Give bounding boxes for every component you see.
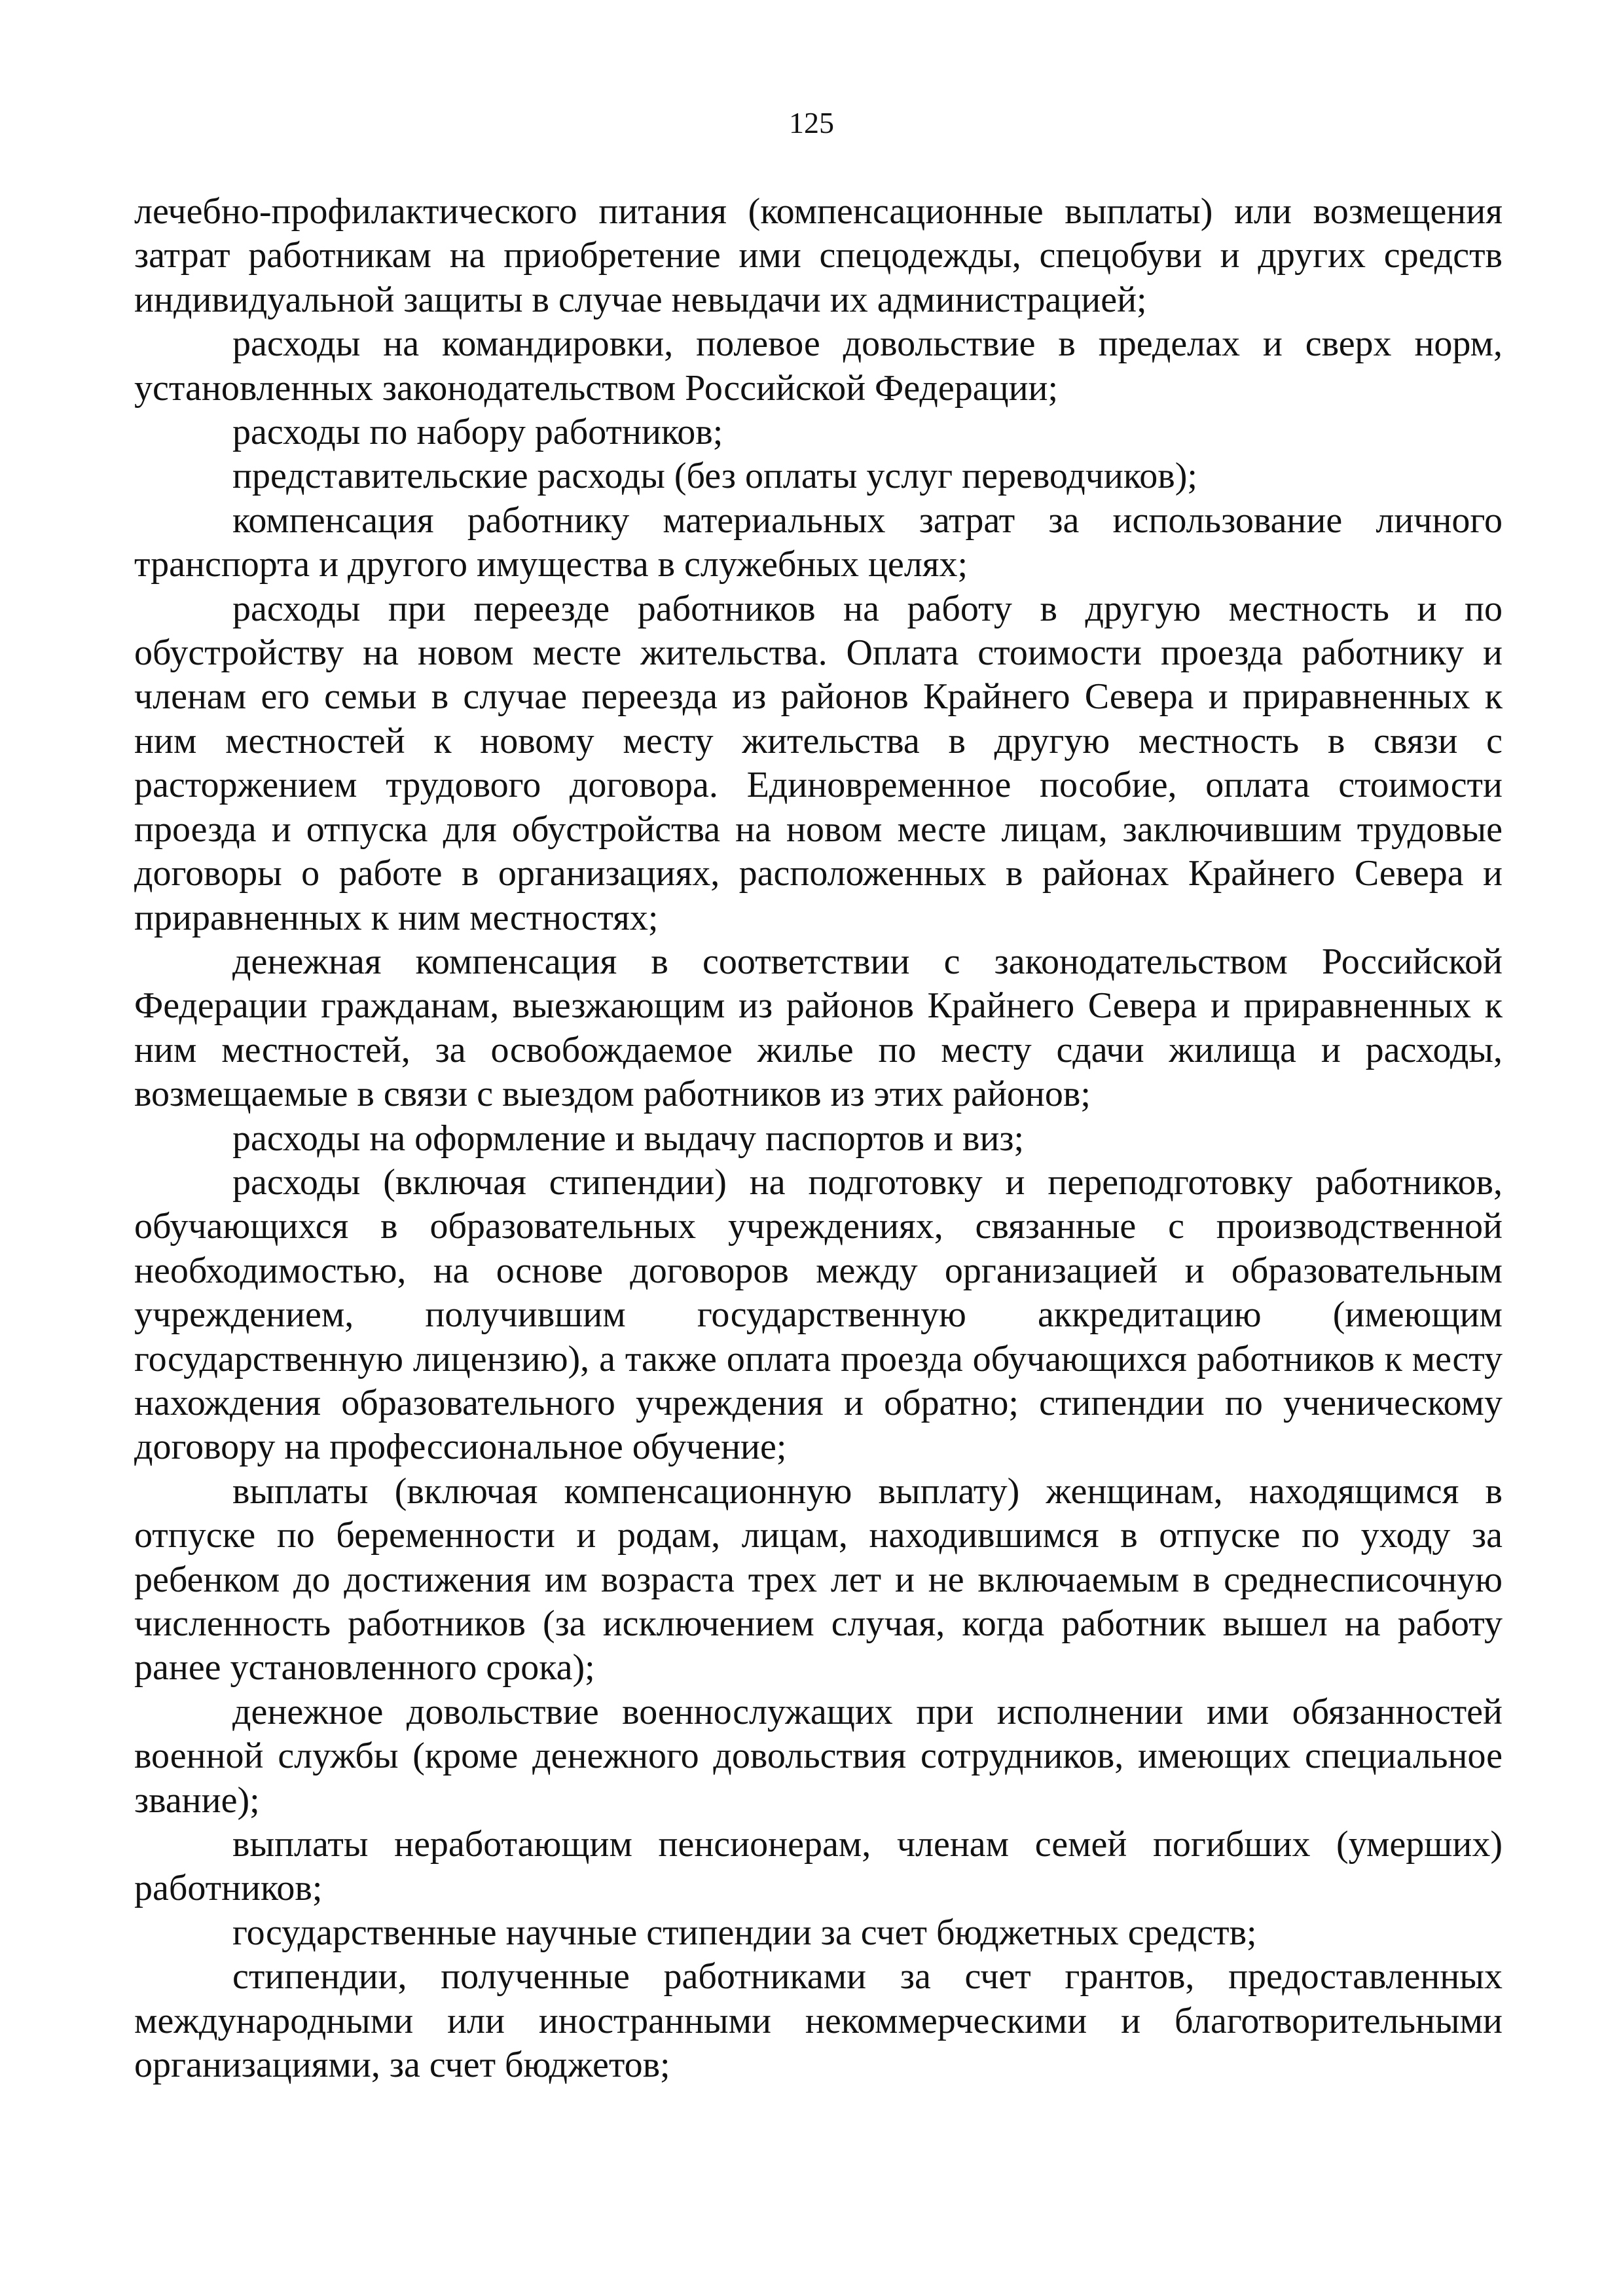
page-number: 125 [789,106,834,139]
paragraph: денежная компенсация в соответствии с законодательством Российской Федерации гражданам, выезжающим из районов Крайнего Севера и приравненных к ним местностей, за освобождаемое жилье по месту сдачи жилища и расходы, возмещаемые в связи с выездом работников из этих районов; [134,941,1503,1115]
paragraph: расходы по набору работников; [232,412,723,453]
paragraph: стипендии, полученные работниками за счет грантов, предоставленных международными или иностранными некоммерческими и благотворительными организациями, за счет бюджетов; [134,1956,1503,2086]
paragraph: компенсация работнику материальных затрат за использование личного транспорта и другого имущества в служебных целях; [134,500,1503,585]
paragraph: государственные научные стипендии за счет бюджетных средств; [232,1912,1257,1953]
paragraph: лечебно-профилактического питания (компенсационные выплаты) или возмещения затрат работникам на приобретение ими спецодежды, спецобуви и других средств индивидуальной защиты в случае невыдачи их администрацией; [134,191,1503,320]
paragraph: расходы на командировки, полевое довольствие в пределах и сверх норм, установленных законодательством Российской Федерации; [134,323,1503,409]
paragraph: расходы (включая стипендии) на подготовку и переподготовку работников, обучающихся в образовательных учреждениях, связанные с производственной необходимостью, на основе договоров между организацией и образовательным учреждением, получившим государственную аккредитацию (имеющим государственную лицензию), а также оплата проезда обучающихся работников к месту нахождения образовательного учреждения и обратно; стипендии по ученическому договору на профессиональное обучение; [134,1161,1503,1468]
paragraph: расходы при переезде работников на работу в другую местность и по обустройству на новом месте жительства. Оплата стоимости проезда работнику и членам его семьи в случае переезда из районов Крайнего Севера и приравненных к ним местностей к новому месту жительства в другую местность в связи с расторжением трудового договора. Единовременное пособие, оплата стоимости проезда и отпуска для обустройства на новом месте лицам, заключившим трудовые договоры о работе в организациях, расположенных в районах Крайнего Севера и приравненных к ним местностях; [134,588,1503,938]
paragraph: представительские расходы (без оплаты услуг переводчиков); [232,456,1197,497]
paragraph: расходы на оформление и выдачу паспортов и виз; [232,1118,1025,1159]
body-text [134,190,1503,2087]
paragraph: денежное довольствие военнослужащих при исполнении ими обязанностей военной службы (кроме денежного довольствия сотрудников, имеющих специальное звание); [134,1691,1503,1821]
paragraph: выплаты неработающим пенсионерам, членам семей погибших (умерших) работников; [134,1824,1503,1909]
paragraph: выплаты (включая компенсационную выплату) женщинам, находящимся в отпуске по беременности и родам, лицам, находившимся в отпуске по уходу за ребенком до достижения им возраста трех лет и не включаемым в среднесписочную численность работников (за исключением случая, когда работник вышел на работу ранее установленного срока); [134,1470,1503,1688]
